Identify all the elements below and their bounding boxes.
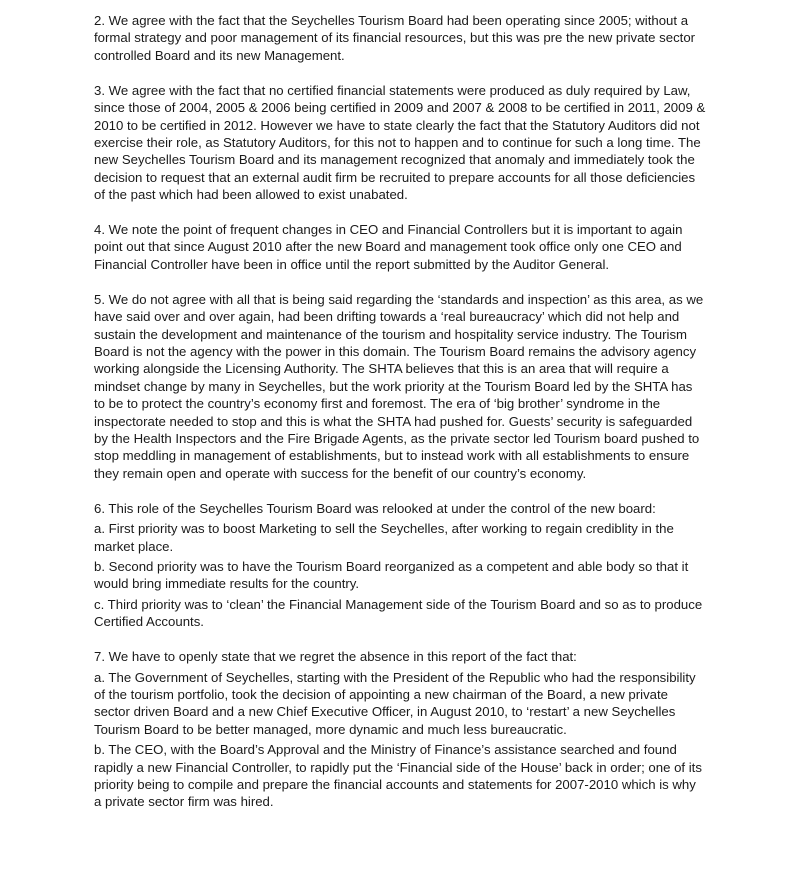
paragraph-3: 3. We agree with the fact that no certified financial statements were produced as duly required by Law, since those of 2004, 2005 & 2006 being certified in 2009 and 2007 & 2008 to be certified in 2011, 2009 & 2010 to be certified in 2012. However we have to state clearly the fact that the Statutory Auditors did not exercise their role, as Statutory Auditors, for this not to happen and to continue for such a long time. The new Seychelles Tourism Board and its management recognized that anomaly and immediately took the decision to request that an external audit firm be recruited to prepare accounts for all those deficiencies of the past which had been allowed to exist unabated. [94,82,706,203]
paragraph-7b: b. The CEO, with the Board’s Approval and the Ministry of Finance’s assistance searched and found rapidly a new Financial Controller, to rapidly put the ‘Financial side of the House’ back in order; one of its priority being to compile and prepare the financial accounts and statements for 2007-2010 which is why a private sector firm was hired. [94,742,702,810]
paragraph-6c: c. Third priority was to ‘clean’ the Financial Management side of the Tourism Board and so as to produce Certified Accounts. [94,596,703,630]
paragraph-4: 4. We note the point of frequent changes in CEO and Financial Controllers but it is important to again point out that since August 2010 after the new Board and management took office only one CEO and Financial Controller have been in office until the report submitted by the Auditor General. [94,222,683,272]
paragraph-7a: a. The Government of Seychelles, starting with the President of the Republic who had the responsibility of the tourism portfolio, took the decision of appointing a new chairman of the Board, a new private sector driven Board and a new Chief Executive Officer, in August 2010, to ‘restart’ a new Seychelles Tourism Board to be better managed, more dynamic and much less bureaucratic. [94,669,696,737]
document-page [94,12,706,811]
paragraph-7: 7. We have to openly state that we regret the absence in this report of the fact that: [94,649,577,665]
paragraph-2: 2. We agree with the fact that the Seychelles Tourism Board had been operating since 2005; without a formal strategy and poor management of its financial resources, but this was pre the new private sector controlled Board and its new Management. [94,13,696,63]
paragraph-6b: b. Second priority was to have the Tourism Board reorganized as a competent and able body so that it would bring immediate results for the country. [94,558,689,592]
paragraph-5: 5. We do not agree with all that is being said regarding the ‘standards and inspection’ as this area, as we have said over and over again, had been drifting towards a ‘real bureaucracy’ which did not help and sustain the development and maintenance of the tourism and hospitality service industry. The Tourism Board is not the agency with the power in this domain. The Tourism Board remains the advisory agency working alongside the Licensing Authority. The SHTA believes that this is an area that will require a mindset change by many in Seychelles, but the work priority at the Tourism Board led by the SHTA has to be to protect the country’s economy first and foremost. The era of ‘big brother’ syndrome in the inspectorate needed to stop and this is what the SHTA had pushed for. Guests’ security is safeguarded by the Health Inspectors and the Fire Brigade Agents, as the private sector led Tourism board pushed to stop meddling in management of establishments, but to instead work with all establishments to ensure they remain open and operate with success for the benefit of our country’s economy. [94,291,704,481]
paragraph-6a: a. First priority was to boost Marketing to sell the Seychelles, after working to regain crediblity in the market place. [94,521,674,554]
paragraph-6: 6. This role of the Seychelles Tourism Board was relooked at under the control of the new board: [94,500,656,516]
